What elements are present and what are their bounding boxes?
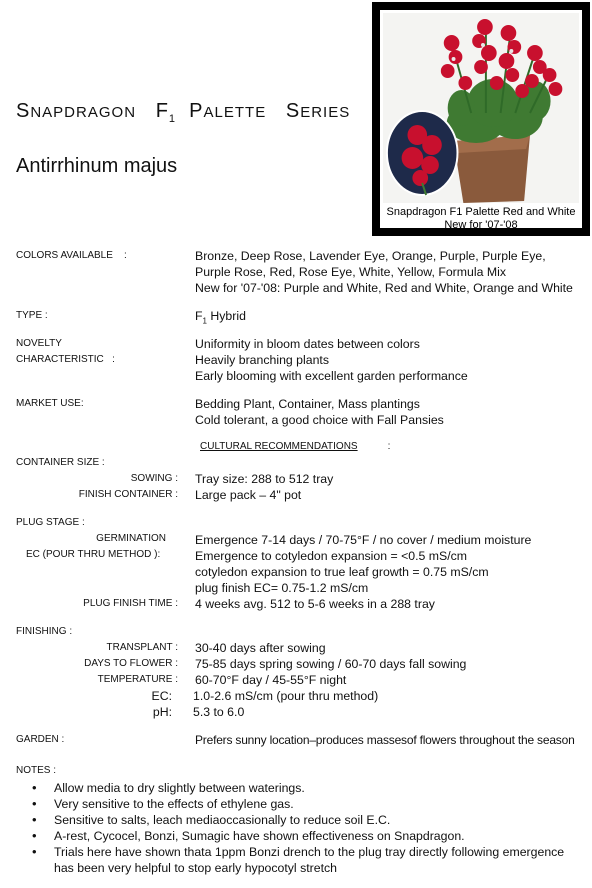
sowing-label: SOWING : (130, 473, 178, 484)
product-photo-panel (380, 10, 582, 231)
container-size-label: CONTAINER SIZE : (16, 457, 105, 468)
snapdragon-plant-image (383, 13, 579, 203)
note-item: • Allow media to dry slightly between waterings. (30, 780, 586, 796)
plug-ec-line-3: plug finish EC= 0.75-1.2 mS/cm (195, 581, 369, 595)
type-value: $F_1$ Hybrid (195, 309, 246, 326)
ec-pour-thru-label: EC (POUR THRU METHOD ): (26, 549, 161, 560)
title-f-subscript: 1 (168, 113, 177, 125)
cultural-recommendations-heading: CULTURAL RECOMMENDATIONS : (200, 441, 391, 452)
novelty-line-3: Early blooming with excellent garden performance (195, 369, 468, 383)
plug-finish-time-label: PLUG FINISH TIME : (83, 598, 178, 609)
title-initial-s2: S (285, 100, 301, 122)
market-line-1: Bedding Plant, Container, Mass plantings (195, 397, 420, 411)
garden-value: Prefers sunny location–produces massesof flowers throughout the season (195, 733, 575, 747)
ph-value: 5.3 to 6.0 (193, 705, 245, 719)
days-to-flower-label: DAYS TO FLOWER : (84, 658, 178, 669)
garden-label: GARDEN : (16, 734, 65, 745)
page-subtitle: Antirrhinum majus (16, 155, 178, 177)
note-item: • A-rest, Cycocel, Bonzi, Sumagic have shown effectiveness on Snapdragon. (30, 828, 586, 844)
colors-label: COLORS AVAILABLE : (16, 250, 127, 261)
temperature-label: TEMPERATURE : (97, 674, 178, 685)
germination-label: GERMINATION (96, 533, 166, 544)
plug-ec-line-1: Emergence to cotyledon expansion = <0.5 mS/cm (195, 549, 468, 563)
transplant-label: TRANSPLANT : (106, 642, 178, 653)
product-photo (383, 13, 579, 203)
note-item: • Sensitive to salts, leach mediaoccasionally to reduce soil E.C. (30, 812, 586, 828)
photo-caption-line2: New for '07-'08 (444, 219, 518, 231)
note-item: • Very sensitive to the effects of ethylene gas. (30, 796, 586, 812)
colors-line-3: New for '07-'08: Purple and White, Red and White, Orange and White (195, 281, 573, 295)
notes-label: NOTES : (16, 765, 57, 776)
finishing-ec-label: EC: (151, 689, 172, 703)
title-f: F (155, 100, 169, 122)
plug-stage-label: PLUG STAGE : (16, 517, 85, 528)
temperature-value: 60-70°F day / 45-55°F night (195, 673, 347, 687)
plug-ec-line-2: cotyledon expansion to true leaf growth = 0.75 mS/cm (195, 565, 489, 579)
colors-line-1: Bronze, Deep Rose, Lavender Eye, Orange, Purple, Purple Eye, (195, 249, 546, 263)
type-label: TYPE : (16, 310, 48, 321)
product-photo-frame (372, 2, 590, 236)
transplant-value: 30-40 days after sowing (195, 641, 326, 655)
title-initial-p: P (189, 100, 204, 122)
days-to-flower-value: 75-85 days spring sowing / 60-70 days fall sowing (195, 657, 467, 671)
germination-value: Emergence 7-14 days / 70-75°F / no cover / medium moisture (195, 533, 532, 547)
title-word-series: ERIES (300, 104, 351, 121)
photo-caption-line1: Snapdragon F1 Palette Red and White (386, 206, 576, 218)
finish-container-value: Large pack – 4" pot (195, 488, 302, 502)
finishing-ec-value: 1.0-2.6 mS/cm (pour thru method) (193, 689, 379, 703)
plug-finish-time-value: 4 weeks avg. 512 to 5-6 weeks in a 288 tray (195, 597, 435, 611)
sowing-value: Tray size: 288 to 512 tray (195, 472, 334, 486)
photo-caption (380, 206, 582, 232)
note-item: • Trials here have shown thata 1ppm Bonzi drench to the plug tray directly following emergence has been very helpful to stop early hypocotyl stretch (30, 844, 586, 876)
novelty-line-1: Uniformity in bloom dates between colors (195, 337, 420, 351)
market-use-label: MARKET USE: (16, 398, 84, 409)
characteristic-label: CHARACTERISTIC : (16, 354, 115, 365)
title-word-palette: ALETTE (203, 104, 267, 121)
notes-list (30, 780, 586, 876)
novelty-label: NOVELTY (16, 338, 62, 349)
page-title (16, 100, 350, 125)
novelty-line-2: Heavily branching plants (195, 353, 329, 367)
market-line-2: Cold tolerant, a good choice with Fall Pansies (195, 413, 444, 427)
finish-container-label: FINISH CONTAINER : (78, 489, 178, 500)
title-initial-s: S (16, 100, 31, 122)
title-word-snapdragon: NAPDRAGON (30, 104, 137, 121)
finishing-label: FINISHING : (16, 626, 73, 637)
ph-label: pH: (152, 705, 172, 719)
colors-line-2: Purple Rose, Red, Rose Eye, White, Yellow, Formula Mix (195, 265, 506, 279)
